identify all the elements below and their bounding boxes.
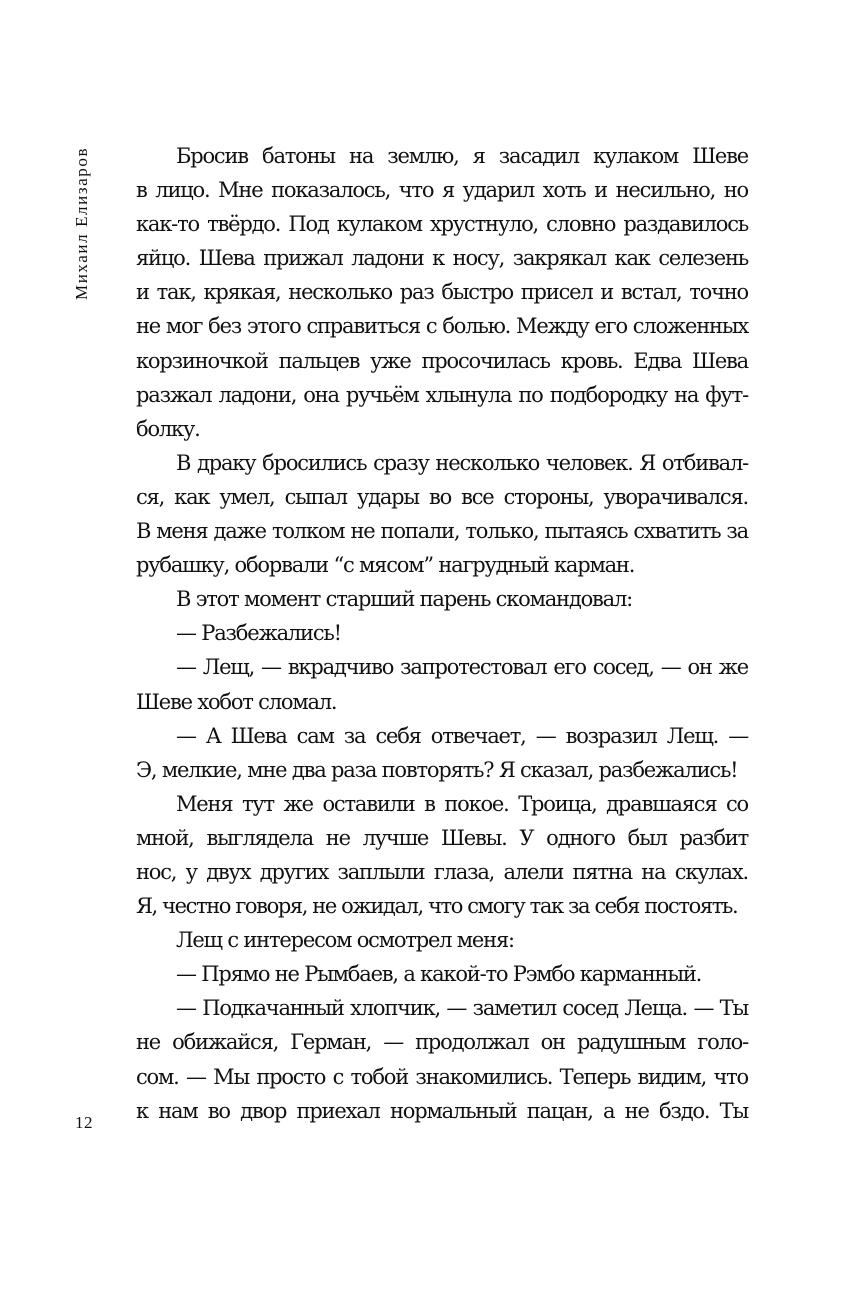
text-line: Бросив батоны на землю, я засадил кулаком Шеве bbox=[176, 144, 748, 168]
text-line: — Лещ, — вкрадчиво запротестовал его сосед, — он же bbox=[176, 655, 748, 680]
text-line: в лицо. Мне показалось, что я ударил хоть и несильно, но bbox=[136, 178, 748, 203]
text-line: корзиночкой пальцев уже просочилась кровь. Едва Шева bbox=[136, 348, 748, 373]
body-text bbox=[136, 139, 748, 1128]
text-line: В драку бросились сразу несколько человек. Я отбивал- bbox=[176, 450, 748, 475]
page-number: 12 bbox=[75, 1113, 93, 1132]
text-line: болку. bbox=[136, 416, 200, 441]
text-line: не обижайся, Герман, — продолжал он радушным голо- bbox=[136, 1030, 748, 1055]
running-head: Михаил Елизаров bbox=[72, 146, 91, 300]
text-line: Лещ с интересом осмотрел меня: bbox=[176, 928, 514, 953]
text-line: — А Шева сам за себя отвечает, — возразил Лещ. — bbox=[176, 723, 748, 748]
text-line: В меня даже толком не попали, только, пытаясь схватить за bbox=[136, 519, 748, 544]
text-line: и так, крякая, несколько раз быстро присел и встал, точно bbox=[136, 280, 748, 305]
text-line: мной, выглядела не лучше Шевы. У одного был разбит bbox=[136, 825, 748, 850]
text-line: разжал ладони, она ручьём хлынула по подбородку на фут- bbox=[136, 382, 748, 407]
text-line: к нам во двор приехал нормальный пацан, а не бздо. Ты bbox=[136, 1098, 748, 1123]
text-line: Шеве хобот сломал. bbox=[136, 689, 337, 714]
text-line: Меня тут же оставили в покое. Троица, дравшаяся со bbox=[176, 791, 748, 816]
text-line: В этот момент старший парень скомандовал: bbox=[176, 587, 632, 612]
text-line: не мог без этого справиться с болью. Между его сложенных bbox=[136, 314, 748, 339]
text-line: — Разбежались! bbox=[176, 621, 341, 646]
text-line: — Подкачанный хлопчик, — заметил сосед Леща. — Ты bbox=[176, 996, 748, 1021]
text-line: ся, как умел, сыпал удары во все стороны, уворачивался. bbox=[136, 484, 748, 509]
text-line: Э, мелкие, мне два раза повторять? Я сказал, разбежались! bbox=[136, 757, 738, 782]
text-line: рубашку, оборвали “с мясом” нагрудный карман. bbox=[136, 553, 635, 578]
text-line: Я, честно говоря, не ожидал, что смогу так за себя постоять. bbox=[136, 894, 738, 919]
text-line: яйцо. Шева прижал ладони к носу, закрякал как селезень bbox=[136, 246, 748, 271]
text-line: нос, у двух других заплыли глаза, алели пятна на скулах. bbox=[136, 859, 748, 884]
text-line: как-то твёрдо. Под кулаком хрустнуло, словно раздавилось bbox=[136, 212, 748, 237]
text-line: сом. — Мы просто с тобой знакомились. Теперь видим, что bbox=[136, 1064, 748, 1089]
text-line: — Прямо не Рымбаев, а какой-то Рэмбо карманный. bbox=[176, 962, 702, 987]
